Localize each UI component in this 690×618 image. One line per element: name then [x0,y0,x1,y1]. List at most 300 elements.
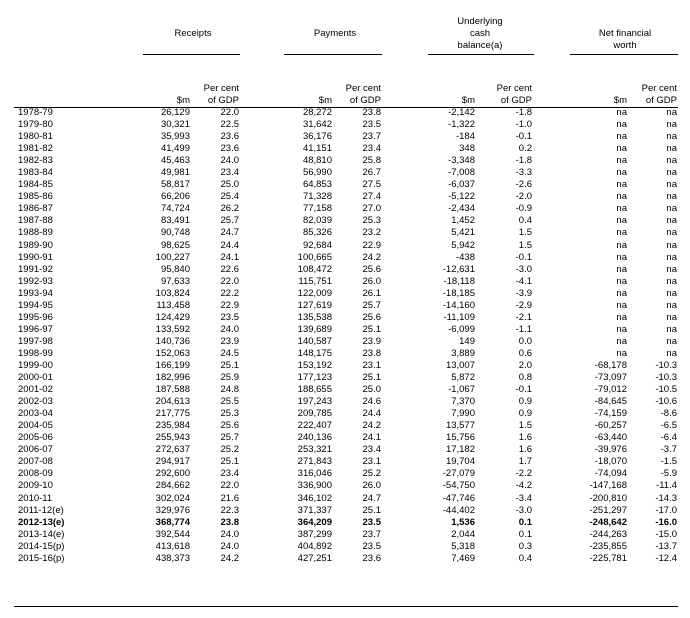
payments-pct-cell: 23.5 [362,540,381,552]
table-row [0,191,690,203]
ucb-sm-cell: 5,942 [451,239,475,251]
ucb-sm-cell: -18,185 [442,287,475,299]
year-cell: 2011-12(e) [18,504,64,516]
payments-sm-cell: 240,136 [297,432,332,444]
payments-pct-cell: 23.8 [362,347,381,359]
ucb-sm-cell: -11,109 [443,311,475,323]
nfw-sm-cell: na [616,143,627,155]
receipts-sm-cell: 166,199 [155,359,190,371]
ucb-pct-cell: 0.2 [518,143,532,155]
receipts-sm-cell: 113,458 [156,299,190,311]
payments-sm-cell: 316,046 [297,468,332,480]
payments-sm-cell: 36,176 [302,131,332,143]
ucb-sm-cell: -6,099 [448,323,475,335]
table-row [0,444,690,456]
receipts-sm-cell: 217,775 [155,408,190,420]
table-row [0,155,690,167]
receipts-sm-cell: 292,600 [155,468,190,480]
ucb-sm-header: $m [461,95,475,106]
ucb-sm-cell: -2,142 [448,107,475,118]
receipts-sm-header: $m [176,95,190,106]
nfw-pct-cell: na [666,167,677,179]
ucb-pct-cell: -3.0 [515,263,532,275]
fiscal-table-body [0,107,690,565]
payments-pct-cell: 23.1 [362,456,381,468]
payments-sm-cell: 148,175 [297,347,332,359]
nfw-pct-cell: -6.5 [660,420,677,432]
ucb-header-line-2: cash [469,28,491,39]
receipts-pct-cell: 25.7 [220,215,239,227]
year-cell: 1987-88 [18,215,53,227]
year-cell: 1988-89 [18,227,53,239]
payments-sm-cell: 371,337 [297,504,332,516]
receipts-pct-cell: 24.7 [220,227,239,239]
nfw-sm-cell: na [616,131,627,143]
table-row [0,300,690,312]
nfw-sm-cell: -63,440 [594,432,627,444]
table-row [0,456,690,468]
receipts-sm-cell: 438,373 [155,552,190,564]
year-cell: 2000-01 [18,372,53,384]
receipts-header: Receipts [174,28,212,39]
ucb-sm-cell: -2,434 [448,203,475,215]
table-row [0,372,690,384]
receipts-sm-cell: 103,824 [155,287,190,299]
receipts-sm-cell: 30,321 [160,119,190,131]
nfw-pct-cell: na [666,299,677,311]
receipts-pct-cell: 25.1 [220,456,239,468]
ucb-pct-cell: -4.2 [515,480,532,492]
nfw-pct-cell: -15.0 [655,528,677,540]
receipts-pct-cell: 22.0 [220,107,239,118]
receipts-sm-cell: 26,129 [160,107,190,118]
payments-pct-cell: 23.9 [362,335,381,347]
payments-pct-cell: 27.5 [362,179,381,191]
receipts-sm-cell: 294,917 [155,456,190,468]
ucb-sm-cell: 1,452 [451,215,475,227]
receipts-pct-cell: 24.1 [220,251,239,263]
receipts-pct-cell: 22.2 [220,287,239,299]
ucb-sm-cell: -47,746 [442,492,475,504]
nfw-sm-cell: -68,178 [594,359,627,371]
payments-pct-cell: 25.7 [362,299,381,311]
table-row [0,553,690,565]
nfw-pct-cell: -17.0 [655,504,677,516]
year-cell: 2014-15(p) [18,540,65,552]
ucb-pct-cell: 0.0 [518,335,532,347]
nfw-pct-cell: na [666,179,677,191]
nfw-pct-cell: na [666,263,677,275]
year-cell: 2015-16(p) [18,552,65,564]
table-row [0,529,690,541]
receipts-pct-cell: 22.0 [220,480,239,492]
payments-sm-cell: 209,785 [297,408,332,420]
nfw-pct-cell: na [666,335,677,347]
nfw-pct-cell: na [666,347,677,359]
receipts-sm-cell: 66,206 [160,191,190,203]
payments-pct-cell: 23.7 [362,528,381,540]
nfw-pct-cell: na [666,155,677,167]
nfw-pct-cell: na [666,107,677,118]
payments-sm-cell: 108,472 [297,263,332,275]
ucb-sm-cell: 15,756 [445,432,475,444]
receipts-sm-cell: 58,817 [160,179,190,191]
receipts-sm-cell: 41,499 [160,143,190,155]
payments-pct-cell: 24.1 [362,432,381,444]
ucb-pct-cell: 1.6 [518,444,532,456]
year-cell: 2013-14(e) [18,528,65,540]
payments-sm-cell: 427,251 [297,552,332,564]
ucb-sm-cell: -1,067 [448,384,475,396]
nfw-sm-cell: na [616,203,627,215]
receipts-sm-cell: 98,625 [160,239,190,251]
year-cell: 1998-99 [18,347,53,359]
nfw-sm-cell: -73,097 [594,372,627,384]
payments-sm-cell: 41,151 [302,143,332,155]
ucb-pct-cell: -1.1 [515,323,532,335]
year-cell: 2001-02 [18,384,53,396]
receipts-sm-cell: 329,976 [155,504,190,516]
payments-sm-cell: 404,892 [297,540,332,552]
receipts-sm-cell: 100,227 [155,251,190,263]
ucb-pct-cell: 0.1 [518,528,532,540]
ucb-sm-cell: 19,704 [445,456,475,468]
year-cell: 1983-84 [18,167,53,179]
nfw-pct-cell: -1.5 [660,456,677,468]
nfw-pct-cell: na [666,311,677,323]
nfw-sm-cell: -200,810 [589,492,627,504]
table-row [0,480,690,492]
ucb-pct-cell: -0.1 [515,131,532,143]
nfw-pct-cell: na [666,131,677,143]
payments-sm-cell: 387,299 [297,528,332,540]
ucb-pct-cell: 1.6 [518,432,532,444]
payments-sm-cell: 135,538 [297,311,332,323]
ucb-sm-cell: -14,160 [442,299,475,311]
payments-sm-cell: 336,900 [297,480,332,492]
payments-pct-cell: 26.1 [362,287,381,299]
ucb-pct-cell: 1.5 [518,227,532,239]
ucb-sm-cell: 348 [459,143,475,155]
ucb-pct-cell: 0.3 [518,540,532,552]
payments-header-rule [284,54,382,55]
table-row [0,505,690,517]
ucb-pct-cell: 1.7 [518,456,532,468]
ucb-sm-cell: -54,750 [442,480,475,492]
receipts-pct-cell: 24.8 [220,384,239,396]
year-cell: 1986-87 [18,203,53,215]
nfw-sm-cell: na [616,167,627,179]
receipts-pct-cell: 23.9 [220,335,239,347]
receipts-pct-cell: 25.1 [220,359,239,371]
payments-sm-cell: 48,810 [302,155,332,167]
nfw-sm-cell: -60,257 [594,420,627,432]
payments-pct-cell: 24.4 [362,408,381,420]
year-cell: 1979-80 [18,119,53,131]
year-cell: 1984-85 [18,179,53,191]
payments-sm-cell: 253,321 [297,444,332,456]
receipts-pct-cell: 25.6 [220,420,239,432]
ucb-header-rule [428,54,534,55]
receipts-sm-cell: 35,993 [160,131,190,143]
ucb-pct-cell: 0.9 [518,408,532,420]
ucb-sm-cell: 5,421 [451,227,475,239]
payments-pct-cell: 25.2 [362,468,381,480]
year-cell: 2003-04 [18,408,53,420]
nfw-header-line-1: Net financial [598,28,652,39]
nfw-sm-cell: -74,159 [594,408,627,420]
ucb-pct-cell: 0.4 [518,552,532,564]
receipts-sm-cell: 97,633 [160,275,190,287]
nfw-sm-cell: na [616,191,627,203]
payments-pct-cell: 25.1 [362,504,381,516]
table-row [0,408,690,420]
ucb-pct-cell: -1.8 [515,155,532,167]
ucb-sm-cell: 7,469 [451,552,475,564]
payments-sm-cell: 56,990 [302,167,332,179]
nfw-sm-cell: na [616,323,627,335]
ucb-pct-cell: -1.0 [515,119,532,131]
table-row [0,420,690,432]
table-row [0,203,690,215]
receipts-pct-cell: 22.9 [220,299,239,311]
payments-sm-cell: 188,655 [297,384,332,396]
nfw-sm-cell: -18,070 [594,456,627,468]
nfw-sm-cell: -84,645 [594,396,627,408]
payments-pct-cell: 23.4 [362,143,381,155]
payments-sm-cell: 346,102 [297,492,332,504]
payments-sm-cell: 85,326 [302,227,332,239]
receipts-pct-cell: 24.0 [220,155,239,167]
receipts-sm-cell: 413,618 [155,540,190,552]
ucb-pct-cell: -4.1 [515,275,532,287]
receipts-sm-cell: 49,981 [160,167,190,179]
receipts-pct-cell: 25.0 [220,179,239,191]
payments-sm-cell: 127,619 [297,299,332,311]
year-cell: 1996-97 [18,323,53,335]
receipts-sm-cell: 255,943 [155,432,190,444]
year-cell: 1985-86 [18,191,53,203]
nfw-sm-cell: na [616,239,627,251]
ucb-sm-cell: -3,348 [448,155,475,167]
table-row [0,264,690,276]
receipts-pct-cell: 24.0 [220,323,239,335]
receipts-sm-cell: 204,613 [155,396,190,408]
table-row [0,360,690,372]
payments-pct-cell: 26.7 [362,167,381,179]
table-row [0,252,690,264]
year-cell: 1981-82 [18,143,53,155]
nfw-pct-cell: na [666,251,677,263]
nfw-pct-cell: na [666,119,677,131]
payments-pct-cell: 25.8 [362,155,381,167]
payments-pct-cell: 23.5 [362,516,381,528]
ucb-sm-cell: 7,990 [451,408,475,420]
year-cell: 1989-90 [18,239,53,251]
year-cell: 2012-13(e) [18,516,65,528]
payments-sm-cell: 139,689 [297,323,332,335]
ucb-sm-cell: 13,577 [445,420,475,432]
payments-pct-cell: 25.3 [362,215,381,227]
nfw-pct-cell: na [666,227,677,239]
receipts-sm-cell: 235,984 [155,420,190,432]
receipts-pct-cell: 22.5 [220,119,239,131]
ucb-pct-cell: 0.9 [518,396,532,408]
payments-sm-cell: 197,243 [297,396,332,408]
payments-sm-cell: 92,684 [302,239,332,251]
ucb-pct-cell: -3.9 [515,287,532,299]
payments-pct-cell: 24.6 [362,396,381,408]
nfw-sm-cell: na [616,179,627,191]
ucb-header-line-3: balance(a) [457,40,503,51]
receipts-sm-cell: 133,592 [155,323,190,335]
receipts-sm-cell: 45,463 [160,155,190,167]
nfw-sm-cell: na [616,299,627,311]
ucb-pct-cell: 0.6 [518,347,532,359]
year-cell: 1993-94 [18,287,53,299]
receipts-pct-cell: 22.0 [220,275,239,287]
nfw-pct-cell: na [666,239,677,251]
payments-sm-cell: 31,642 [302,119,332,131]
payments-pct-header: Per cent of GDP [345,83,381,106]
receipts-pct-cell: 25.3 [220,408,239,420]
nfw-pct-cell: -10.6 [655,396,677,408]
ucb-sm-cell: 7,370 [451,396,475,408]
ucb-sm-cell: -7,008 [448,167,475,179]
table-bottom-rule [14,606,678,607]
year-cell: 1978-79 [18,107,53,118]
payments-pct-cell: 26.0 [362,275,381,287]
nfw-sm-cell: na [616,347,627,359]
nfw-pct-cell: na [666,143,677,155]
nfw-sm-cell: -248,642 [589,516,627,528]
payments-sm-cell: 222,407 [297,420,332,432]
receipts-pct-cell: 23.6 [220,143,239,155]
nfw-pct-cell: na [666,275,677,287]
year-cell: 2009-10 [18,480,53,492]
table-row [0,107,690,119]
nfw-sm-cell: na [616,155,627,167]
payments-pct-cell: 23.5 [362,119,381,131]
nfw-sm-cell: -147,168 [589,480,627,492]
payments-pct-cell: 25.6 [362,263,381,275]
ucb-sm-cell: 1,536 [451,516,475,528]
nfw-pct-cell: -16.0 [655,516,677,528]
table-row [0,312,690,324]
ucb-sm-cell: 2,044 [451,528,475,540]
ucb-pct-header: Per cent of GDP [496,83,532,106]
nfw-pct-cell: -14.3 [655,492,677,504]
payments-sm-cell: 77,158 [302,203,332,215]
year-cell: 2007-08 [18,456,53,468]
receipts-sm-cell: 95,840 [160,263,190,275]
receipts-sm-cell: 392,544 [155,528,190,540]
receipts-sm-cell: 182,996 [155,372,190,384]
ucb-sm-cell: -6,037 [448,179,475,191]
nfw-sm-cell: na [616,311,627,323]
table-row [0,227,690,239]
receipts-pct-cell: 22.6 [220,263,239,275]
nfw-pct-cell: na [666,287,677,299]
ucb-pct-cell: 2.0 [518,359,532,371]
table-row [0,384,690,396]
nfw-header-line-2: worth [613,40,637,51]
receipts-sm-cell: 152,063 [155,347,190,359]
payments-sm-cell: 64,853 [302,179,332,191]
receipts-pct-cell: 23.4 [220,468,239,480]
receipts-pct-cell: 24.0 [220,528,239,540]
nfw-sm-cell: -244,263 [589,528,627,540]
ucb-pct-cell: -3.0 [515,504,532,516]
nfw-pct-cell: na [666,215,677,227]
payments-sm-header: $m [318,95,332,106]
ucb-sm-cell: 17,182 [445,444,475,456]
receipts-sm-cell: 140,736 [155,335,190,347]
table-row [0,541,690,553]
table-row [0,288,690,300]
nfw-header-rule [570,54,678,55]
payments-pct-cell: 24.2 [362,251,381,263]
ucb-sm-cell: -438 [455,251,475,263]
receipts-pct-cell: 25.4 [220,191,239,203]
nfw-pct-cell: -3.7 [660,444,677,456]
table-row [0,348,690,360]
nfw-sm-cell: -79,012 [594,384,627,396]
ucb-header-line-1: Underlying [457,16,503,27]
payments-sm-cell: 115,751 [298,275,332,287]
nfw-pct-cell: -12.4 [655,552,677,564]
payments-sm-cell: 271,843 [297,456,332,468]
year-cell: 1990-91 [18,251,53,263]
ucb-sm-cell: 5,318 [451,540,475,552]
ucb-sm-cell: -27,079 [442,468,475,480]
table-row [0,324,690,336]
receipts-pct-cell: 24.4 [220,239,239,251]
ucb-pct-cell: -2.9 [515,299,532,311]
nfw-pct-cell: na [666,323,677,335]
year-cell: 2006-07 [18,444,53,456]
ucb-pct-cell: 0.8 [518,372,532,384]
payments-pct-cell: 23.6 [362,552,381,564]
ucb-sm-cell: -44,402 [442,504,475,516]
ucb-pct-cell: -3.4 [515,492,532,504]
ucb-pct-cell: 1.5 [518,239,532,251]
year-cell: 2008-09 [18,468,53,480]
payments-pct-cell: 24.2 [362,420,381,432]
payments-sm-cell: 153,192 [297,359,332,371]
payments-pct-cell: 26.0 [362,480,381,492]
payments-pct-cell: 24.7 [362,492,381,504]
year-cell: 1995-96 [18,311,53,323]
ucb-sm-cell: -184 [455,131,475,143]
table-row [0,336,690,348]
payments-pct-cell: 25.6 [362,311,381,323]
receipts-sm-cell: 368,774 [155,516,190,528]
year-cell: 2002-03 [18,396,53,408]
nfw-sm-cell: na [616,107,627,118]
ucb-sm-cell: 3,889 [451,347,475,359]
receipts-pct-cell: 24.2 [220,552,239,564]
nfw-pct-cell: -10.3 [655,372,677,384]
receipts-pct-cell: 23.8 [220,516,239,528]
payments-sm-cell: 82,039 [302,215,332,227]
ucb-pct-cell: -0.1 [515,251,532,263]
nfw-sm-cell: na [616,215,627,227]
nfw-pct-cell: -10.5 [655,384,677,396]
nfw-sm-cell: na [616,227,627,239]
nfw-sm-cell: -235,855 [589,540,627,552]
payments-sm-cell: 140,587 [297,335,332,347]
